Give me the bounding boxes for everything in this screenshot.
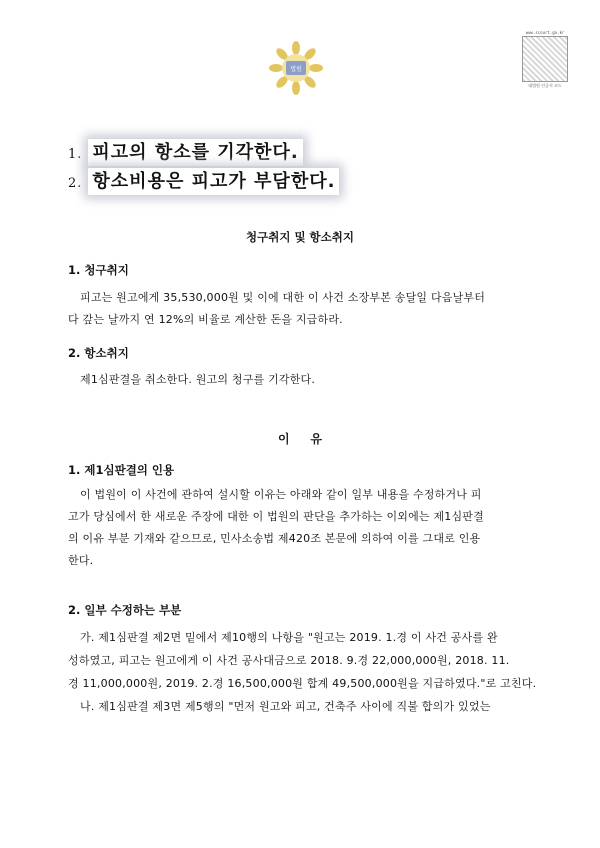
- reason2-line: 성하였고, 피고는 원고에게 이 사건 공사대금으로 2018. 9.경 22,000,000원, 2018. 11.: [68, 654, 510, 667]
- reason2-body: [68, 626, 538, 718]
- reason2-heading: 2. 일부 수정하는 부분: [68, 603, 182, 617]
- court-seal-logo: [268, 40, 324, 96]
- order-item-1: 1. 피고의 항소를 기각한다.: [68, 138, 303, 164]
- reasons-title: 이 유: [277, 432, 323, 446]
- claim2-line: 제1심판결을 취소한다. 원고의 청구를 기각한다.: [80, 373, 316, 386]
- claim2-heading: 2. 항소취지: [68, 346, 129, 360]
- qr-caption: 대법원 인증서 코드: [528, 83, 562, 88]
- reason2-line: 가. 제1심판결 제2면 밑에서 제10행의 나항을 "원고는 2019. 1.경 이 사건 공사를 완: [80, 631, 498, 644]
- reason2-line: 나. 제1심판결 제3면 제5행의 "먼저 원고와 피고, 건축주 사이에 직불 합의가 있었는: [80, 700, 491, 713]
- order-item-2: 2. 항소비용은 피고가 부담한다.: [68, 167, 339, 193]
- claim2-body: [68, 369, 538, 391]
- reason1-line: 이 법원이 이 사건에 관하여 설시할 이유는 아래와 같이 일부 내용을 수정하거나 피: [80, 488, 482, 501]
- claim1-line: 피고는 원고에게 35,530,000원 및 이에 대한 이 사건 소장부본 송달일 다음날부터: [80, 291, 486, 304]
- reason2-line: 경 11,000,000원, 2019. 2.경 16,500,000원 합계 49,500,000원을 지급하였다."로 고친다.: [68, 677, 537, 690]
- reason1-line: 한다.: [68, 554, 94, 567]
- verification-qr: [522, 30, 568, 88]
- reason1-body: [68, 484, 538, 572]
- claims-title: 청구취지 및 항소취지: [246, 230, 354, 244]
- seal-text: 법원: [290, 66, 302, 73]
- reason1-heading: 1. 제1심판결의 인용: [68, 463, 175, 477]
- order-item-2-text: 항소비용은 피고가 부담한다.: [88, 168, 339, 195]
- claim1-body: [68, 287, 538, 331]
- reason1-line: 의 이유 부분 기재와 같으므로, 민사소송법 제420조 본문에 의하여 이를 그대로 인용: [68, 532, 481, 545]
- qr-url: www.scourt.go.kr: [525, 30, 565, 35]
- claim1-line: 다 갚는 날까지 연 12%의 비율로 계산한 돈을 지급하라.: [68, 313, 343, 326]
- claim1-heading: 1. 청구취지: [68, 263, 129, 277]
- reason1-line: 고가 당심에서 한 새로운 주장에 대한 이 법원의 판단을 추가하는 이외에는 제1심판결: [68, 510, 484, 523]
- qr-code-icon: [522, 36, 568, 82]
- order-item-1-text: 피고의 항소를 기각한다.: [88, 139, 302, 166]
